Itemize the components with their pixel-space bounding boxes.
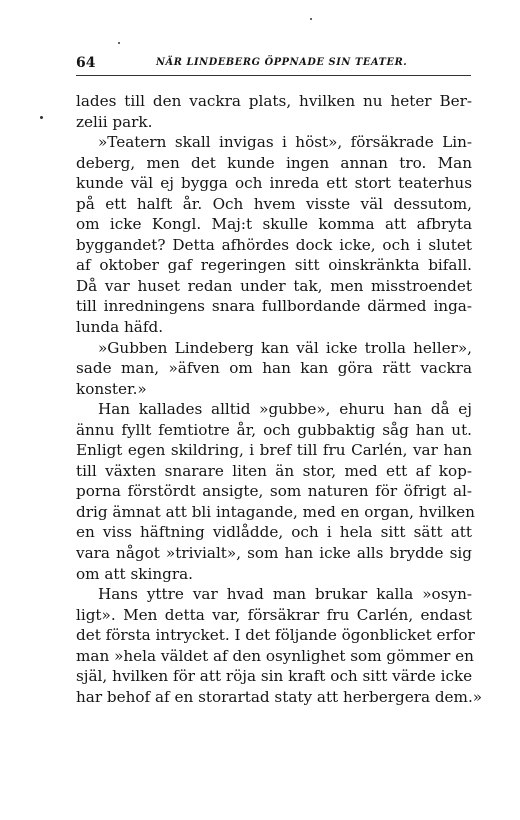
text-line: »Gubben Lindeberg kan väl icke trolla heller», — [98, 338, 472, 357]
print-speck — [118, 42, 120, 44]
text-line: Hans yttre var hvad man brukar kalla »osyn- — [98, 585, 472, 604]
text-line: byggandet? Detta afhördes dock icke, och i slutet — [76, 235, 472, 254]
text-line: lunda häfd. — [76, 318, 164, 337]
text-line: Då var huset redan under tak, men misstroendet — [76, 276, 472, 295]
print-speck — [40, 116, 43, 119]
text-line: man »hela väldet af den osynlighet som gömmer en — [76, 646, 474, 665]
text-line: vara något »trivialt», som han icke alls brydde sig — [76, 544, 472, 563]
text-line: om icke Kongl. Maj:t skulle komma att afbryta — [76, 215, 472, 234]
text-line: till växten snarare liten än stor, med ett af kop- — [76, 461, 472, 480]
print-speck — [310, 18, 312, 20]
page-number: 64 — [76, 55, 96, 71]
text-line: deberg, men det kunde ingen annan tro. Man — [76, 153, 472, 172]
text-line: själ, hvilken för att röja sin kraft och sitt värde icke — [76, 667, 473, 686]
text-line: har behof af en storartad staty att herbergera dem.» — [76, 687, 483, 706]
text-line: »Teatern skall invigas i höst», försäkrade Lin- — [98, 133, 472, 152]
text-line: drig ämnat att bli intagande, med en organ, hvilken — [76, 502, 475, 521]
text-line: zelii park. — [76, 112, 153, 131]
text-line: porna förstördt ansigte, som naturen för öfrigt al- — [76, 482, 472, 501]
text-line: till inredningens snara fullbordande därmed inga- — [76, 297, 472, 316]
body-text — [76, 91, 483, 707]
text-line: en viss häftning vidlådde, och i hela sitt sätt att — [76, 523, 472, 542]
text-line: om att skingra. — [76, 564, 193, 583]
text-line: ligt». Men detta var, försäkrar fru Carlén, endast — [76, 605, 472, 624]
text-line: lades till den vackra plats, hvilken nu heter Ber- — [76, 92, 472, 110]
text-line: Han kallades alltid »gubbe», ehuru han då ej — [98, 400, 472, 419]
text-line: konster.» — [76, 379, 147, 398]
text-line: det första intrycket. I det följande ögonblicket erfor — [76, 626, 475, 645]
running-head: NÄR LINDEBERG ÖPPNADE SIN TEATER. — [156, 57, 408, 68]
text-line: af oktober gaf regeringen sitt oinskränkta bifall. — [76, 256, 472, 275]
header-rule — [76, 75, 471, 76]
text-line: ännu fyllt femtiotre år, och gubbaktig såg han ut. — [76, 420, 472, 439]
text-line: på ett halft år. Och hvem visste väl dessutom, — [76, 194, 472, 213]
text-line: sade man, »äfven om han kan göra rätt vackra — [76, 359, 472, 378]
text-line: kunde väl ej bygga och inreda ett stort teaterhus — [76, 174, 472, 193]
page-header — [76, 52, 470, 74]
text-line: Enligt egen skildring, i bref till fru Carlén, var han — [76, 441, 472, 460]
